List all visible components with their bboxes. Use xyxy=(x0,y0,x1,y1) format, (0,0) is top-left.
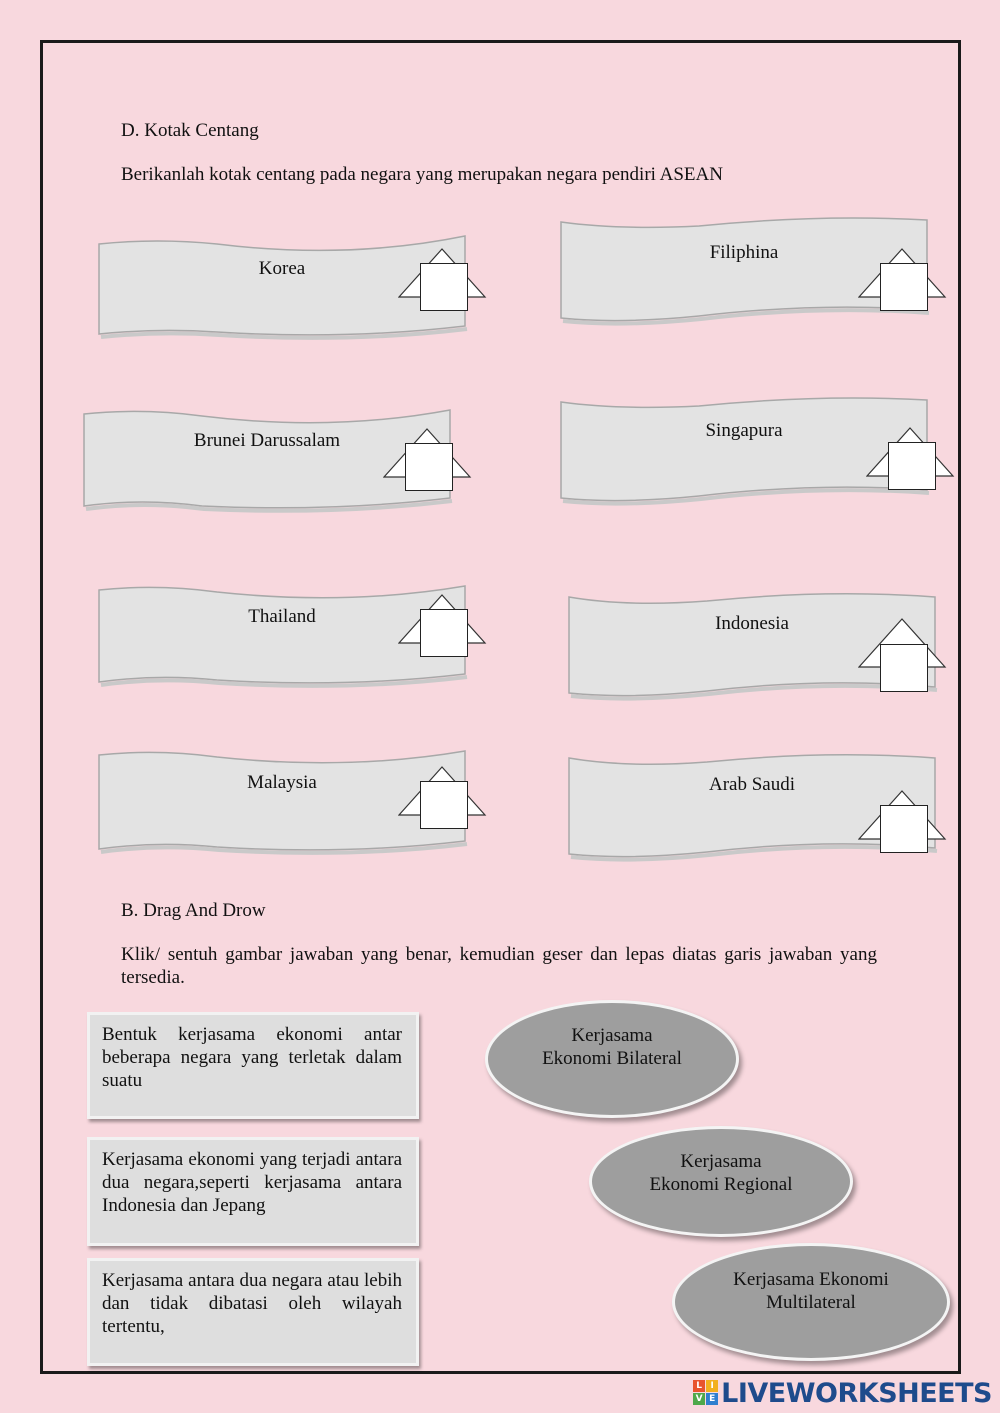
checkbox-indonesia-holder xyxy=(858,617,948,697)
answer-line: Kerjasama Ekonomi xyxy=(733,1269,889,1290)
checkbox-korea-holder xyxy=(398,247,488,327)
section-b-heading: B. Drag And Drow xyxy=(121,900,266,921)
question-box: Bentuk kerjasama ekonomi antar beberapa negara yang terletak dalam suatu xyxy=(87,1012,419,1119)
checkbox-thailand[interactable] xyxy=(420,609,468,657)
question-box: Kerjasama ekonomi yang terjadi antara dua negara,seperti kerjasama antara Indonesia dan Jepang xyxy=(87,1137,419,1246)
answer-bilateral[interactable] xyxy=(485,1000,739,1118)
answer-line: Kerjasama xyxy=(571,1025,653,1046)
checkbox-indonesia[interactable] xyxy=(880,644,928,692)
checkbox-brunei[interactable] xyxy=(405,443,453,491)
country-label: Thailand xyxy=(248,606,316,627)
checkbox-filiphina[interactable] xyxy=(880,263,928,311)
liveworksheets-logo xyxy=(693,1376,992,1410)
country-label: Malaysia xyxy=(247,772,317,793)
checkbox-singapura[interactable] xyxy=(888,442,936,490)
section-d-heading: D. Kotak Centang xyxy=(121,120,259,141)
logo-text: LIVEWORKSHEETS xyxy=(721,1377,992,1409)
country-label: Indonesia xyxy=(715,613,789,634)
checkbox-malaysia-holder xyxy=(398,765,488,845)
question-box: Kerjasama antara dua negara atau lebih dan tidak dibatasi oleh wilayah tertentu, xyxy=(87,1258,419,1366)
section-d-instruction: Berikanlah kotak centang pada negara yang merupakan negara pendiri ASEAN xyxy=(121,164,723,185)
answer-line: Ekonomi Regional xyxy=(649,1174,793,1195)
checkbox-malaysia[interactable] xyxy=(420,781,468,829)
country-label: Singapura xyxy=(705,420,783,441)
logo-mark-e: E xyxy=(706,1393,718,1405)
checkbox-thailand-holder xyxy=(398,593,488,673)
checkbox-korea[interactable] xyxy=(420,263,468,311)
answer-line: Ekonomi Bilateral xyxy=(542,1048,682,1069)
answer-multilateral[interactable] xyxy=(672,1243,950,1361)
country-label: Korea xyxy=(258,258,306,279)
country-label: Filiphina xyxy=(709,242,779,263)
checkbox-singapura-holder xyxy=(866,426,956,506)
liveworksheets-mark-icon xyxy=(693,1380,719,1406)
checkbox-arab-saudi[interactable] xyxy=(880,805,928,853)
logo-mark-l: L xyxy=(693,1380,705,1392)
checkbox-arab-saudi-holder xyxy=(858,789,948,869)
checkbox-filiphina-holder xyxy=(858,247,948,327)
checkbox-brunei-holder xyxy=(383,427,473,507)
logo-mark-v: V xyxy=(693,1393,705,1405)
answer-regional[interactable] xyxy=(589,1126,853,1237)
logo-mark-i: I xyxy=(706,1380,718,1392)
section-b-instruction: Klik/ sentuh gambar jawaban yang benar, kemudian geser dan lepas diatas garis jawaban yang tersedia. xyxy=(121,944,877,988)
country-label: Arab Saudi xyxy=(708,774,795,795)
answer-line: Multilateral xyxy=(766,1292,856,1313)
country-label: Brunei Darussalam xyxy=(193,430,341,451)
answer-line: Kerjasama xyxy=(680,1151,762,1172)
